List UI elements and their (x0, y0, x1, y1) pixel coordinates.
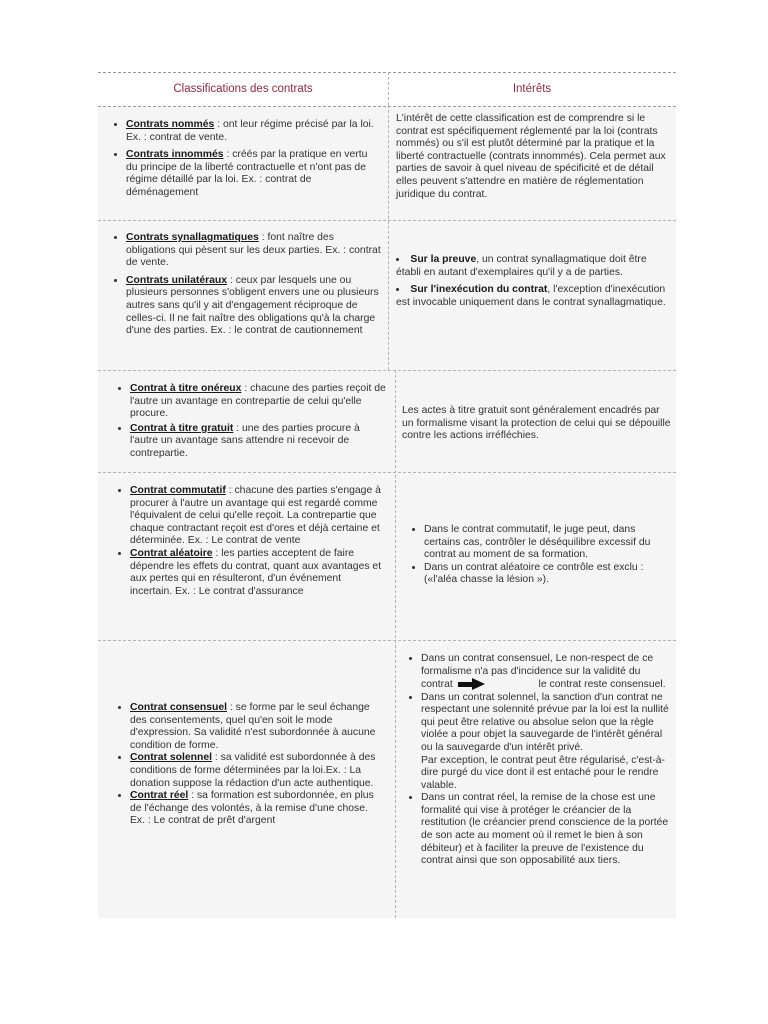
row-divider-3 (98, 472, 676, 473)
list-item: • Dans un contrat consensuel, Le non-respect de ce formalisme n'a pas d'incidence sur la validité du contrat le contrat reste consensuel. (421, 653, 675, 692)
header-classifications: Classifications des contrats (173, 83, 313, 95)
arrow-right-icon (458, 678, 486, 690)
header-interets: Intérêts (512, 83, 552, 95)
list-item: • Contrat aléatoire : les parties acceptent de faire dépendre les effets du contrat, quant aux avantages et aux pertes qui en résulteront, d'un événement incertain. Ex. : Le contrat d'assurance (130, 548, 386, 598)
table-header (98, 72, 676, 107)
list-item: • Dans un contrat aléatoire ce contrôle est exclu : («l'aléa chasse la lésion »). (424, 562, 674, 587)
row5-classification (114, 702, 386, 833)
list-item: • Contrats synallagmatiques : font naître des obligations qui pèsent sur les deux parties. Ex. : contrat de vente. (126, 232, 382, 270)
contract-classification-table (98, 72, 676, 918)
row3-interet: Les actes à titre gratuit sont généralement encadrés par un formalisme visant la protection de celui qui se dépouille contre les actions irréfléchies. (402, 405, 671, 442)
column-divider-bottom (395, 370, 396, 918)
list-item: • Contrats unilatéraux : ceux par lesquels une ou plusieurs personnes s'obligent envers une ou plusieurs autres sans qu'il y ait d'engagement réciproque de celles-ci. Il ne fait naître des obligations qu'à la charge d'une des parties. Ex. : le contrat de cautionnement (126, 275, 382, 338)
list-item: • Sur la preuve, un contrat synallagmatique doit être établi en autant d'exemplaires qu'il y a de parties. (396, 254, 668, 279)
header-divider (388, 72, 389, 105)
row3-classification (114, 383, 386, 466)
row1-classification (110, 119, 378, 205)
row-divider-2 (98, 370, 676, 371)
list-item: • Sur l'inexécution du contrat, l'exception d'inexécution est invocable uniquement dans le contrat synallagmatique. (396, 284, 668, 309)
list-item: • Dans un contrat réel, la remise de la chose est une formalité qui vise à protéger le créancier de la restitution (le créancier prend conscience de la portée de son acte au moment où il remet le bien à son débiteur) et à faciliter la preuve de l'existence du contrat ainsi que son opposabilité aux tiers. (421, 792, 675, 868)
list-item: • Contrat commutatif : chacune des parties s'engage à procurer à l'autre un avantage qui est regardé comme l'équivalent de celui qu'elle reçoit. La contrepartie que chaque contractant reçoit est d'ores et déjà certaine et déterminée. Ex. : Le contrat de vente (130, 485, 386, 548)
row-divider-4 (98, 640, 676, 641)
list-item: • Contrats nommés : ont leur régime précisé par la loi. Ex. : contrat de vente. (126, 119, 378, 144)
row-divider-1 (98, 220, 676, 221)
row2-interet (396, 254, 668, 314)
list-item: • Dans le contrat commutatif, le juge peut, dans certains cas, contrôler le déséquilibre excessif du contrat au moment de sa formation. (424, 524, 674, 562)
row4-interet (408, 524, 674, 592)
list-item: • Contrat solennel : sa validité est subordonnée à des conditions de forme déterminées par la loi.Ex. : La donation suppose la rédaction d'un acte authentique. (130, 752, 386, 790)
column-divider-top (388, 105, 389, 370)
row5-interet (405, 653, 675, 873)
list-item: • Contrat réel : sa formation est subordonnée, en plus de l'échange des volontés, à la remise d'une chose. Ex. : Le contrat de prêt d'argent (130, 790, 386, 828)
row1-interet: L'intérêt de cette classification est de comprendre si le contrat est spécifiquement réglementé par la loi (contrats nommés) ou s'il est plutôt déterminé par la pratique et la liberté contractuelle (contrats innommés). Cela permet aux parties de savoir à quel niveau de spécificité et de détail elles peuvent s'attendre en matière de réglementation juridique du contrat. (396, 113, 666, 200)
list-item: • Dans un contrat solennel, la sanction d'un contrat ne respectant une solennité prévue par la loi est la nullité qui peut être relative ou absolue selon que la règle violée a pour objet la sauvegarde de l'intérêt général ou la sauvegarde d'un intérêt privé. Par exception, le contrat peut être régularisé, c'est-à-dire purgé du vice dont il est entaché pour le rendre valable. (421, 692, 675, 793)
list-item: • Contrats innommés : créés par la pratique en vertu du principe de la liberté contractuelle et n'ont pas de régime détaillé par la loi. Ex. : contrat de déménagement (126, 149, 378, 199)
list-item: • Contrat à titre onéreux : chacune des parties reçoit de l'autre un avantage en contrepartie de celui qu'elle procure. (130, 383, 386, 421)
row2-classification (110, 232, 382, 343)
row4-classification (114, 485, 386, 603)
list-item: • Contrat à titre gratuit : une des parties procure à l'autre un avantage sans attendre ni recevoir de contrepartie. (130, 423, 386, 461)
list-item: • Contrat consensuel : se forme par le seul échange des consentements, quel qu'en soit le mode d'expression. Sa validité n'est subordonnée à aucune condition de forme. (130, 702, 386, 752)
